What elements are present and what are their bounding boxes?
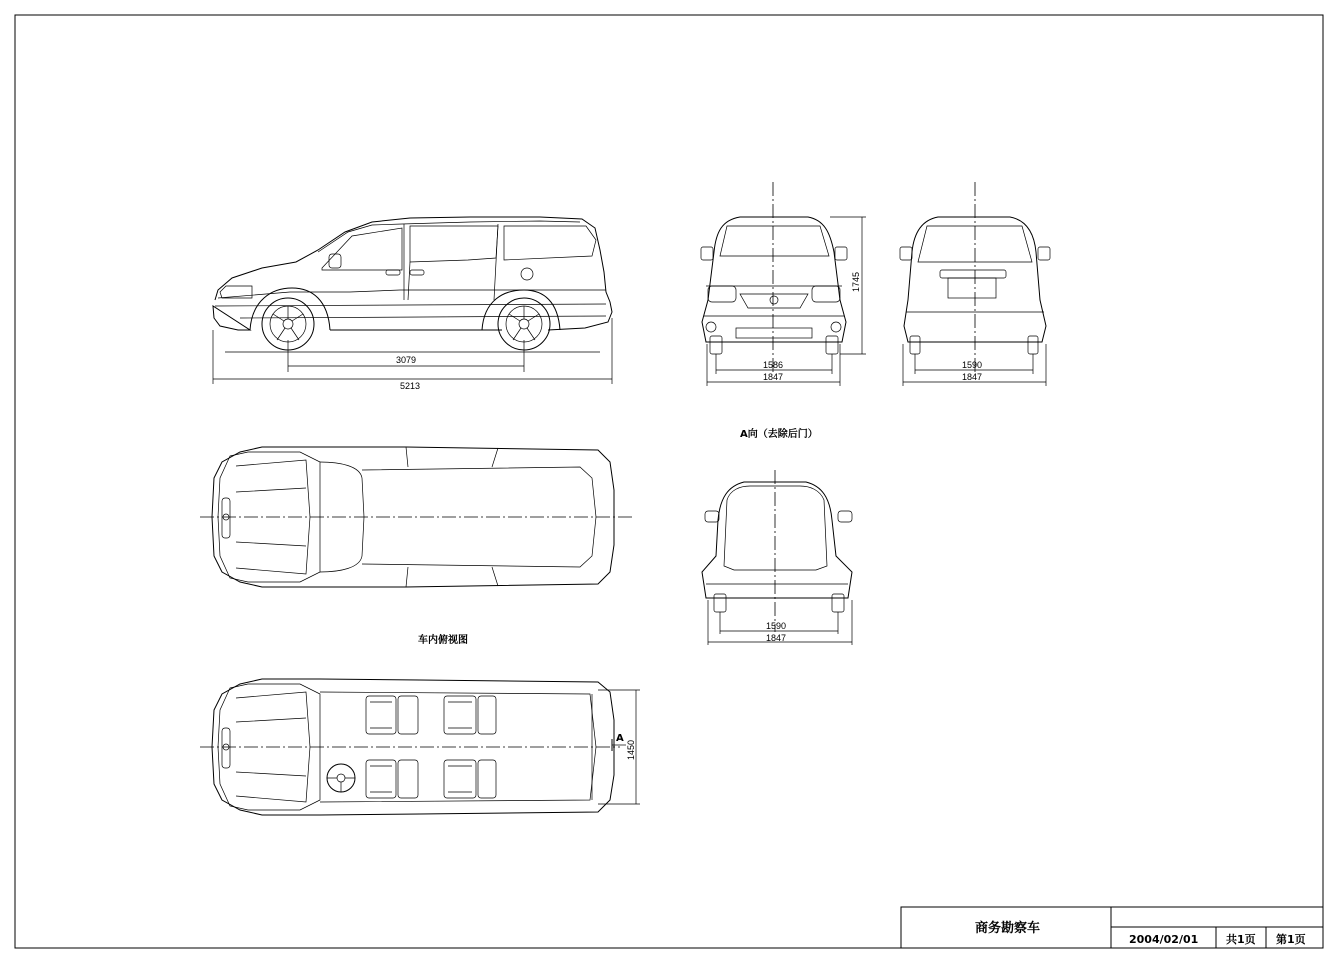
a-view: [702, 470, 852, 645]
side-view: [213, 217, 612, 391]
drawing-border: [15, 15, 1323, 948]
dim-front-track: 1586: [763, 360, 784, 370]
title-vehicle-name: 商务勘察车: [975, 921, 1041, 936]
title-block: [901, 907, 1323, 948]
interior-top-view-label: 车内俯视图: [418, 635, 468, 646]
title-total-pages: 共1页: [1226, 933, 1256, 946]
a-view-marker: A: [616, 733, 624, 744]
front-view: [701, 182, 866, 386]
dim-rear-track: 1590: [962, 360, 983, 370]
dim-overall-height: 1745: [851, 271, 861, 292]
interior-top-view: [200, 679, 640, 815]
dim-overall-length: 5213: [400, 381, 421, 391]
dim-aview-track: 1590: [766, 621, 787, 631]
rear-view: [900, 182, 1050, 386]
dim-front-width: 1847: [763, 372, 784, 382]
title-page-number: 第1页: [1276, 933, 1306, 946]
a-view-label: A向（去除后门）: [740, 429, 818, 440]
dim-aview-width: 1847: [766, 633, 787, 643]
title-date: 2004/02/01: [1129, 933, 1199, 946]
dim-rear-width: 1847: [962, 372, 983, 382]
dim-interior-width: 1450: [626, 739, 636, 760]
top-view: [200, 447, 632, 587]
dim-wheelbase: 3079: [396, 355, 417, 365]
